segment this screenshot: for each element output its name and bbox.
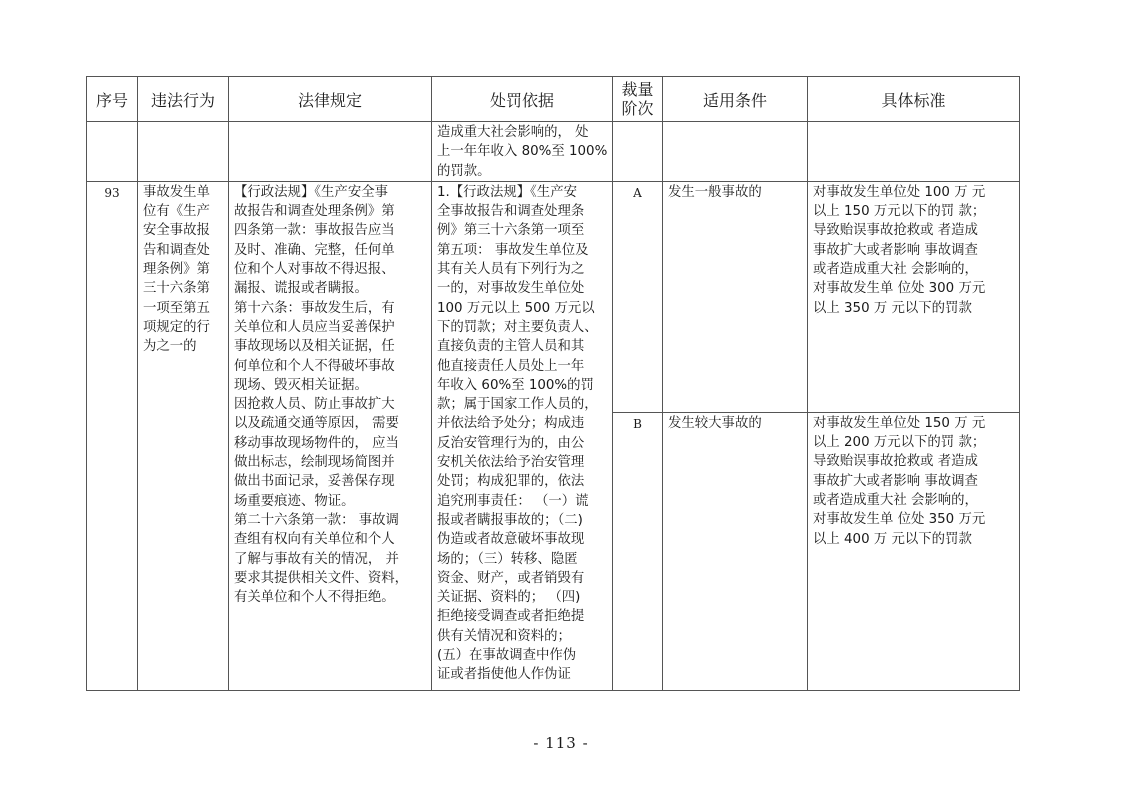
header-applicable-condition: 适用条件 [663,77,808,122]
cont-level-cell [613,122,663,182]
entry-basis-text: 1.【行政法规】《生产安 全事故报告和调查处理条 例》第三十六条第一项至 第五项： 事故发生单位及 其有关人员有下列行为之 一的，对事故发生单位处 100 万元以上 500 万元以 下的罚款；对主要负责人、 直接负责的主管人员和其 他直接责任人员处上一年 年收入 60%至 100%的罚 款；属于国家工作人员的， 并依法给予处分；构成违 反治安管理行为的，由公 安机关依法给予治安管理 处罚；构成犯罪的，依法 追究刑事责任： （一）谎 报或者瞒报事故的；（二) 伪造或者故意破坏事故现 场的；（三）转移、隐匿 资金、财产，或者销毁有 关证据、资料的； （四) 拒绝接受调查或者拒绝提 供有关情况和资料的； (五）在事故调查中作伪 证或者指使他人作伪证 [437,184,598,683]
entry-seq: 93 [104,185,120,200]
entry-violation-text: 事故发生单 位有《生产 安全事故报 告和调查处 理条例》第 三十六条第 一项至第五 项规定的行 为之一的 [143,184,210,355]
header-discretion-level: 裁量 阶次 [613,77,663,122]
entry-seq-cell [87,181,138,690]
header-violation: 违法行为 [138,77,229,122]
entry-violation-cell [138,181,229,690]
cont-law-cell [229,122,432,182]
standard-b-cell [808,412,1020,690]
level-b: B [633,416,642,431]
header-seq: 序号 [87,77,138,122]
entry-basis-cell [432,181,613,690]
cont-seq-cell [87,122,138,182]
level-a: A [633,185,642,200]
header-penalty-basis: 处罚依据 [432,77,613,122]
entry-law-text: 【行政法规】《生产安全事 故报告和调查处理条例》第 四条第一款：事故报告应当 及时、准确、完整，任何单 位和个人对事故不得迟报、 漏报、谎报或者瞒报。 第十六条：事故发生后，有 关单位和人员应当妥善保护 事故现场以及相关证据，任 何单位和个人不得破坏事故 现场、毁灭相关证据。 因抢救人员、防止事故扩大 以及疏通交通等原因， 需要 移动事故现场物件的， 应当 做出标志，绘制现场简图并 做出书面记录，妥善保存现 场重要痕迹、物证。 第二十六条第一款： 事故调 查组有权向有关单位和个人 了解与事故有关的情况， 并 要求其提供相关文件、资料， 有关单位和个人不得拒绝。 [234,184,409,606]
entry-law-cell [229,181,432,690]
level-a-cell [613,181,663,412]
standard-a-text: 对事故发生单位处 100 万 元 以上 150 万元以下的罚 款； 导致贻误事故抢救或 者造成 事故扩大或者影响 事故调查 或者造成重大社 会影响的， 对事故发生单 位处 300 万元 以上 350 万 元以下的罚款 [813,184,986,316]
header-row [87,77,1020,122]
table-row [87,181,1020,412]
condition-b-text: 发生较大事故的 [668,415,762,431]
page-number: - 113 - [533,734,589,752]
header-legal-provision: 法律规定 [229,77,432,122]
condition-a-cell [663,181,808,412]
cont-basis-text: 造成重大社会影响的， 处 上一年年收入 80%至 100% 的罚款。 [437,125,608,179]
cont-standard-cell [808,122,1020,182]
condition-a-text: 发生一般事故的 [668,184,762,200]
cont-basis-cell [432,122,613,182]
cont-violation-cell [138,122,229,182]
level-b-cell [613,412,663,690]
standard-b-text: 对事故发生单位处 150 万 元 以上 200 万元以下的罚 款； 导致贻误事故抢救或 者造成 事故扩大或者影响 事故调查 或者造成重大社 会影响的， 对事故发生单 位处 350 万元 以上 400 万 元以下的罚款 [813,415,986,547]
continuation-row [87,122,1020,182]
cont-condition-cell [663,122,808,182]
penalty-table [86,76,1020,691]
standard-a-cell [808,181,1020,412]
header-specific-standard: 具体标准 [808,77,1020,122]
condition-b-cell [663,412,808,690]
